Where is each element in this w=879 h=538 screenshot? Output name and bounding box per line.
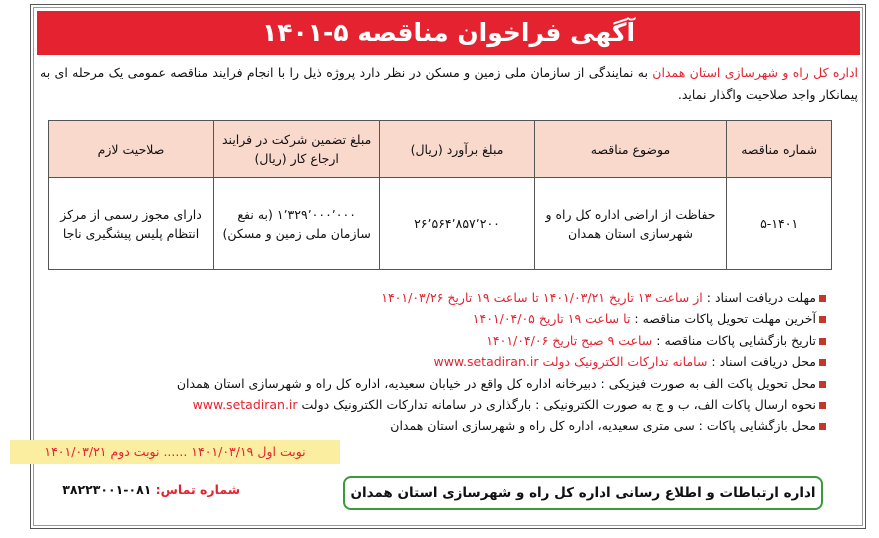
info-label: نحوه ارسال پاکات الف، ب و ج به صورت الکترونیکی : بارگذاری در سامانه تدارکات الکترونیک دولت xyxy=(297,396,816,412)
bullet-icon xyxy=(819,402,826,409)
bullet-icon xyxy=(819,295,826,302)
cell-qualification: دارای مجوز رسمی از مرکز انتظام پلیس پیشگیری ناجا xyxy=(49,178,214,270)
info-item xyxy=(80,373,826,394)
info-item xyxy=(80,351,826,372)
info-list xyxy=(80,287,826,437)
contact-label: شماره تماس: xyxy=(151,482,240,497)
info-label: محل بازگشایی پاکات : سی متری سعیدیه، اداره کل راه و شهرسازی استان همدان xyxy=(390,418,816,434)
bullet-icon xyxy=(819,338,826,345)
intro-text: به نمایندگی از سازمان ملی زمین و مسکن در نظر دارد پروژه ذیل را با انجام فرایند مناقصه عمومی یک مرحله ای به پیمانکار واجد صلاحیت واگذار نماید. xyxy=(40,65,858,102)
header-qualification: صلاحیت لازم xyxy=(49,121,214,178)
footer-org: اداره ارتباطات و اطلاع رسانی اداره کل راه و شهرسازی استان همدان xyxy=(343,476,823,510)
table-row xyxy=(49,178,832,270)
header-guarantee: مبلغ تضمین شرکت در فرایند ارجاع کار (ریال) xyxy=(214,121,380,178)
info-value: ساعت ۹ صبح تاریخ ۱۴۰۱/۰۴/۰۶ xyxy=(486,332,653,348)
info-label: آخرین مهلت تحویل پاکات مناقصه : xyxy=(630,311,816,327)
cell-estimate: ۲۶٬۵۶۴٬۸۵۷٬۲۰۰ xyxy=(380,178,534,270)
table-header-row xyxy=(49,121,832,178)
info-item xyxy=(80,394,826,415)
contact-number: ۰۸۱-۳۸۲۲۳۰۰۱ xyxy=(62,482,152,497)
ad-title: آگهی فراخوان مناقصه ۵-۱۴۰۱ xyxy=(37,11,860,55)
bullet-icon xyxy=(819,381,826,388)
intro-paragraph xyxy=(40,62,858,106)
info-label: محل تحویل پاکت الف به صورت فیزیکی : دبیرخانه اداره کل واقع در خیابان سعیدیه، اداره کل راه و شهرسازی استان همدان xyxy=(176,375,816,391)
cell-guarantee: ۱٬۳۲۹٬۰۰۰٬۰۰۰ (به نفع سازمان ملی زمین و مسکن) xyxy=(214,178,380,270)
header-estimate: مبلغ برآورد (ریال) xyxy=(380,121,534,178)
info-value[interactable]: سامانه تدارکات الکترونیک دولت www.setadiran.ir xyxy=(433,354,708,370)
cell-tender-number: ۵-۱۴۰۱ xyxy=(727,178,832,270)
info-label: محل دریافت اسناد : xyxy=(707,354,816,370)
bullet-icon xyxy=(819,359,826,366)
info-item xyxy=(80,287,826,308)
header-tender-number: شماره مناقصه xyxy=(727,121,832,178)
bullet-icon xyxy=(819,316,826,323)
info-value[interactable]: www.setadiran.ir xyxy=(192,396,298,412)
info-label: مهلت دریافت اسناد : xyxy=(702,290,816,305)
info-item xyxy=(80,330,826,351)
info-item xyxy=(80,308,826,329)
info-value: تا ساعت ۱۹ تاریخ ۱۴۰۱/۰۴/۰۵ xyxy=(472,311,631,327)
publish-dates: نوبت اول ۱۴۰۱/۰۳/۱۹ ...... نوبت دوم ۱۴۰۱/۰۳/۲۱ xyxy=(10,440,340,464)
bullet-icon xyxy=(819,423,826,430)
intro-org: اداره کل راه و شهرسازی استان همدان xyxy=(652,65,858,80)
info-label: تاریخ بازگشایی پاکات مناقصه : xyxy=(652,332,816,348)
info-value: از ساعت ۱۳ تاریخ ۱۴۰۱/۰۳/۲۱ تا ساعت ۱۹ تاریخ ۱۴۰۱/۰۳/۲۶ xyxy=(381,290,703,305)
cell-tender-subject: حفاظت از اراضی اداره کل راه و شهرسازی استان همدان xyxy=(534,178,727,270)
tender-table xyxy=(48,120,832,270)
contact-info xyxy=(40,482,240,497)
info-item xyxy=(80,415,826,436)
header-tender-subject: موضوع مناقصه xyxy=(534,121,727,178)
